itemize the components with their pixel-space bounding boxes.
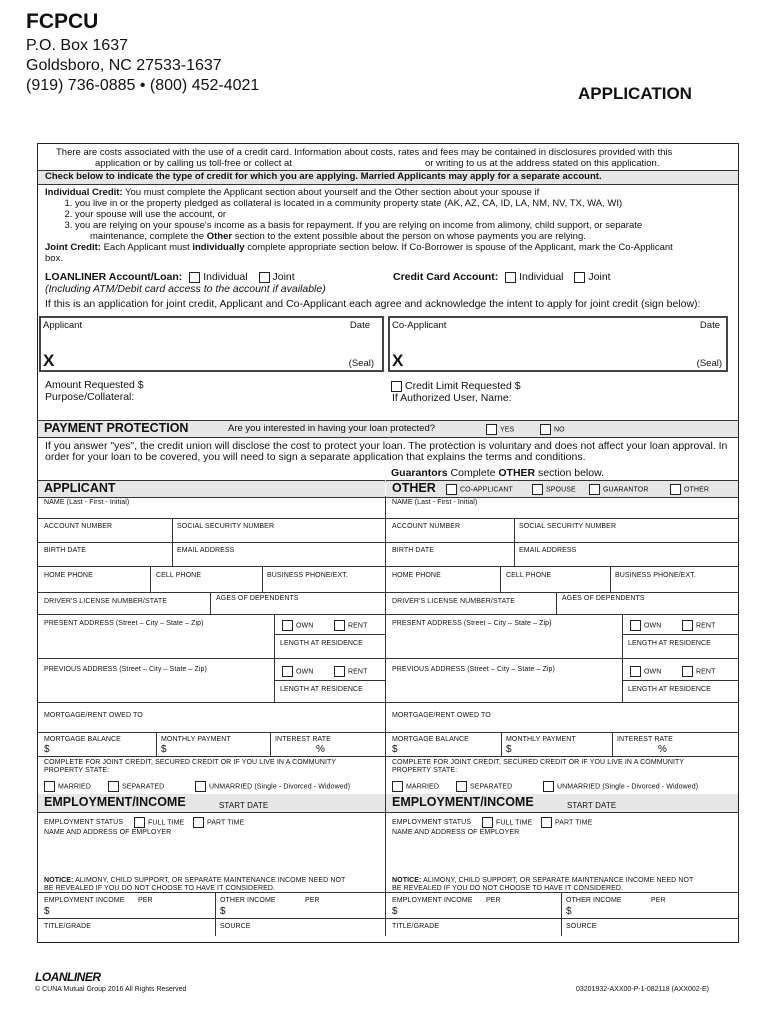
grid-line <box>38 732 385 733</box>
applicant-full-time-checkbox[interactable] <box>134 817 145 828</box>
other-email-label: EMAIL ADDRESS <box>519 547 577 554</box>
other-other-per-label: PER <box>651 897 666 904</box>
individual-credit-label: Individual Credit: <box>45 187 123 198</box>
other-full-time-checkbox[interactable] <box>482 817 493 828</box>
applicant-present-rent-checkbox[interactable] <box>334 620 345 631</box>
co-applicant-signature-label: Co-Applicant <box>392 320 447 331</box>
credit-limit-label: Credit Limit Requested $ <box>405 380 521 392</box>
applicant-monthly-payment-label: MONTHLY PAYMENT <box>161 736 231 743</box>
co-applicant-seal: (Seal) <box>696 358 722 369</box>
protection-text-1: If you answer "yes", the credit union will disclose the cost to protect your loan. The protection is voluntary and does not affect your loan approval. In <box>45 440 728 452</box>
applicant-email-field[interactable] <box>172 554 385 566</box>
protection-text-2: order for your loan to be covered, you will need to sign a separate application that explains the terms and conditions. <box>45 451 586 463</box>
loanliner-label: LOANLINER Account/Loan: <box>45 271 183 283</box>
other-start-date-label: START DATE <box>567 801 617 810</box>
applicant-cell-phone-label: CELL PHONE <box>156 572 202 579</box>
other-present-rent-checkbox[interactable] <box>682 620 693 631</box>
credit-card-joint-checkbox[interactable] <box>574 272 585 283</box>
applicant-unmarried-label: UNMARRIED (Single - Divorced - Widowed) <box>209 783 351 791</box>
applicant-business-phone-label: BUSINESS PHONE/EXT. <box>267 572 348 579</box>
other-rate-percent: % <box>658 744 667 755</box>
other-section-title: OTHER <box>392 481 436 495</box>
other-fields <box>386 496 738 936</box>
other-cell-phone-label: CELL PHONE <box>506 572 552 579</box>
applicant-start-date-label: START DATE <box>219 801 269 810</box>
applicant-notice-text-1: ALIMONY, CHILD SUPPORT, OR SEPARATE MAINTENANCE INCOME NEED NOT <box>73 877 346 884</box>
other-separated-checkbox[interactable] <box>456 781 467 792</box>
other-title-grade-label: TITLE/GRADE <box>392 923 439 930</box>
other-mortgage-owed-field[interactable] <box>386 720 738 732</box>
other-cell-phone-field[interactable] <box>500 580 610 592</box>
applicant-name-label: NAME (Last - First - Initial) <box>44 499 130 506</box>
other-community-line-2: PROPERTY STATE: <box>392 767 458 774</box>
copyright: © CUNA Mutual Group 2016 All Rights Reserved <box>35 986 187 993</box>
other-business-phone-label: BUSINESS PHONE/EXT. <box>615 572 696 579</box>
applicant-payment-dollar: $ <box>161 744 167 755</box>
individual-credit-text: You must complete the Applicant section about yourself and the Other section about your spouse if <box>122 187 540 198</box>
grid-line <box>386 892 738 893</box>
other-dependents-label: AGES OF DEPENDENTS <box>562 595 645 602</box>
other-ssn-field[interactable] <box>514 530 738 542</box>
grid-line <box>38 518 385 519</box>
other-account-number-label: ACCOUNT NUMBER <box>392 523 461 530</box>
applicant-dependents-label: AGES OF DEPENDENTS <box>216 595 299 602</box>
other-present-address-label: PRESENT ADDRESS (Street – City – State – Zip) <box>392 620 552 627</box>
other-previous-rent-option[interactable] <box>682 666 715 677</box>
applicant-date-label: Date <box>349 320 370 331</box>
applicant-sign-mark: X <box>43 351 55 370</box>
list-cont-a: maintenance, complete the <box>90 231 207 242</box>
applicant-part-time-label: PART TIME <box>207 819 245 827</box>
joint-text-d: box. <box>45 253 63 264</box>
list-cont-b: Other <box>206 231 233 242</box>
guarantors-text: Complete <box>447 467 499 479</box>
grid-line <box>38 756 385 757</box>
co-applicant-sign-mark: X <box>392 351 404 370</box>
grid-line <box>386 566 738 567</box>
other-full-time-option[interactable] <box>482 817 532 828</box>
grid-line <box>38 614 385 615</box>
applicant-ssn-field[interactable] <box>172 530 385 542</box>
applicant-unmarried-option[interactable] <box>195 781 350 792</box>
applicant-previous-address-field[interactable] <box>38 674 274 702</box>
other-account-number-field[interactable] <box>386 530 514 542</box>
grid-line <box>270 732 271 756</box>
intro-line-2b: or writing to us at the address stated on this application. <box>425 158 660 169</box>
applicant-previous-address-label: PREVIOUS ADDRESS (Street – City – State – Zip) <box>44 666 207 673</box>
credit-card-row <box>393 271 611 283</box>
other-title-grade-field[interactable] <box>386 928 561 936</box>
other-community-line-1: COMPLETE FOR JOINT CREDIT, SECURED CREDIT OR IF YOU LIVE IN A COMMUNITY <box>392 759 685 766</box>
credit-card-label: Credit Card Account: <box>393 271 499 283</box>
intro-line-2a: application or by calling us toll-free or collect at <box>95 158 292 169</box>
applicant-previous-rent-label: RENT <box>348 668 368 676</box>
applicant-home-phone-field[interactable] <box>38 580 150 592</box>
other-employment-status-label: EMPLOYMENT STATUS <box>392 819 472 826</box>
applicant-separated-checkbox[interactable] <box>108 781 119 792</box>
other-employer-label: NAME AND ADDRESS OF EMPLOYER <box>392 829 520 836</box>
applicant-married-label: MARRIED <box>58 783 91 791</box>
applicant-present-length-label: LENGTH AT RESIDENCE <box>280 640 363 647</box>
grid-line <box>386 732 738 733</box>
applicant-interest-rate-label: INTEREST RATE <box>275 736 331 743</box>
list-cont-c: section to the extent possible about the person on whose payments you are relying. <box>232 231 586 242</box>
grid-line <box>386 918 738 919</box>
list-item: 2. your spouse will use the account, or <box>75 209 735 220</box>
payment-protection-question: Are you interested in having your loan protected? <box>228 423 436 434</box>
grid-line <box>386 542 738 543</box>
other-previous-own-option[interactable] <box>630 666 661 677</box>
applicant-income-dollar: $ <box>44 906 50 917</box>
co-applicant-signature-box[interactable] <box>388 316 728 372</box>
other-dependents-field[interactable] <box>556 604 738 614</box>
applicant-part-time-checkbox[interactable] <box>193 817 204 828</box>
applicant-present-own-option[interactable] <box>282 620 313 631</box>
other-previous-rent-checkbox[interactable] <box>682 666 693 677</box>
applicant-business-phone-field[interactable] <box>262 580 385 592</box>
city-line: Goldsboro, NC 27533-1637 <box>26 57 222 74</box>
applicant-other-per-label: PER <box>305 897 320 904</box>
applicant-present-rent-option[interactable] <box>334 620 367 631</box>
other-employment-income-label: EMPLOYMENT INCOME <box>392 897 473 904</box>
document-title: APPLICATION <box>578 84 692 103</box>
protection-no-checkbox[interactable] <box>540 424 551 435</box>
applicant-email-label: EMAIL ADDRESS <box>177 547 235 554</box>
grid-line <box>386 702 738 703</box>
other-ssn-label: SOCIAL SECURITY NUMBER <box>519 523 617 530</box>
protection-no-label: NO <box>554 426 565 434</box>
phone-line: (919) 736-0885 • (800) 452-4021 <box>26 77 260 94</box>
applicant-account-number-label: ACCOUNT NUMBER <box>44 523 113 530</box>
applicant-present-address-field[interactable] <box>38 628 274 658</box>
applicant-present-own-label: OWN <box>296 622 314 630</box>
applicant-birth-date-field[interactable] <box>38 554 172 566</box>
grid-line <box>38 702 385 703</box>
protection-yes-checkbox[interactable] <box>486 424 497 435</box>
other-married-label: MARRIED <box>406 783 439 791</box>
loanliner-joint-label: Joint <box>272 271 295 283</box>
other-mortgage-balance-label: MORTGAGE BALANCE <box>392 736 469 743</box>
grid-line <box>622 634 738 635</box>
protection-yes-label: YES <box>500 426 515 434</box>
credit-card-individual-label: Individual <box>519 271 564 283</box>
co-applicant-date-label: Date <box>699 320 720 331</box>
other-name-field[interactable] <box>386 506 738 518</box>
applicant-seal: (Seal) <box>348 358 374 369</box>
atm-note: (Including ATM/Debit card access to the account if available) <box>45 283 326 295</box>
other-notice-text-1: ALIMONY, CHILD SUPPORT, OR SEPARATE MAINTENANCE INCOME NEED NOT <box>421 877 694 884</box>
grid-line <box>38 658 385 659</box>
other-part-time-checkbox[interactable] <box>541 817 552 828</box>
joint-acknowledgement: If this is an application for joint credit, Applicant and Co-Applicant each agree and acknowledge the intent to apply for joint credit (sign below): <box>45 298 701 310</box>
other-notice-text-2: BE REVEALED IF YOU DO NOT CHOOSE TO HAVE IT CONSIDERED. <box>392 885 624 892</box>
applicant-license-label: DRIVER'S LICENSE NUMBER/STATE <box>44 598 167 605</box>
grid-line <box>561 892 562 936</box>
applicant-previous-own-option[interactable] <box>282 666 313 677</box>
grid-line <box>274 680 385 681</box>
applicant-notice-label: NOTICE: <box>44 877 74 884</box>
intro-line-1: There are costs associated with the use of a credit card. Information about costs, rates and fees may be contained in disclosures provided with this <box>56 147 673 158</box>
other-employment-title: EMPLOYMENT/INCOME <box>392 795 534 809</box>
applicant-fields <box>38 496 385 936</box>
grid-line <box>386 614 738 615</box>
applicant-birth-date-label: BIRTH DATE <box>44 547 86 554</box>
applicant-employment-title: EMPLOYMENT/INCOME <box>44 795 186 809</box>
grid-line <box>38 566 385 567</box>
applicant-previous-own-checkbox[interactable] <box>282 666 293 677</box>
loanliner-logo: LOANLINER <box>35 970 101 984</box>
applicant-employer-label: NAME AND ADDRESS OF EMPLOYER <box>44 829 172 836</box>
applicant-present-rent-label: RENT <box>348 622 368 630</box>
other-interest-rate-label: INTEREST RATE <box>617 736 673 743</box>
grid-line <box>156 732 157 756</box>
loanliner-row <box>45 271 295 283</box>
other-present-length-label: LENGTH AT RESIDENCE <box>628 640 711 647</box>
grid-line <box>38 542 385 543</box>
other-present-own-checkbox[interactable] <box>630 620 641 631</box>
grid-line <box>38 918 385 919</box>
grid-line <box>215 892 216 936</box>
other-birth-date-label: BIRTH DATE <box>392 547 434 554</box>
other-payment-dollar: $ <box>506 744 512 755</box>
applicant-separated-option[interactable] <box>108 781 164 792</box>
joint-text-a: Each Applicant must <box>100 242 193 253</box>
applicant-community-line-1: COMPLETE FOR JOINT CREDIT, SECURED CREDIT OR IF YOU LIVE IN A COMMUNITY <box>44 759 337 766</box>
amount-requested-label: Amount Requested $ <box>45 379 144 391</box>
applicant-employment-status-label: EMPLOYMENT STATUS <box>44 819 124 826</box>
joint-text-b: individually <box>192 242 245 253</box>
applicant-previous-own-label: OWN <box>296 668 314 676</box>
applicant-mortgage-balance-label: MORTGAGE BALANCE <box>44 736 121 743</box>
applicant-married-checkbox[interactable] <box>44 781 55 792</box>
other-monthly-payment-label: MONTHLY PAYMENT <box>506 736 576 743</box>
grid-line <box>386 658 738 659</box>
purpose-label: Purpose/Collateral: <box>45 391 135 403</box>
other-email-field[interactable] <box>514 554 738 566</box>
other-part-time-label: PART TIME <box>555 819 593 827</box>
other-other-income-dollar: $ <box>566 906 572 917</box>
check-banner <box>38 170 738 185</box>
other-separated-label: SEPARATED <box>470 783 513 791</box>
applicant-unmarried-checkbox[interactable] <box>195 781 206 792</box>
other-previous-own-label: OWN <box>644 668 662 676</box>
other-previous-own-checkbox[interactable] <box>630 666 641 677</box>
other-income-dollar: $ <box>392 906 398 917</box>
other-part-time-option[interactable] <box>541 817 592 828</box>
other-license-field[interactable] <box>386 604 556 614</box>
other-other-income-label: OTHER INCOME <box>566 897 622 904</box>
payment-protection-bar <box>38 420 738 438</box>
applicant-separated-label: SEPARATED <box>122 783 165 791</box>
applicant-balance-dollar: $ <box>44 744 50 755</box>
other-business-phone-field[interactable] <box>610 580 738 592</box>
other-co-applicant-label: CO-APPLICANT <box>460 486 513 494</box>
applicant-community-line-2: PROPERTY STATE: <box>44 767 110 774</box>
credit-card-joint-label: Joint <box>588 271 611 283</box>
other-home-phone-field[interactable] <box>386 580 500 592</box>
authorized-user-label: If Authorized User, Name: <box>392 392 512 404</box>
applicant-signature-label: Applicant <box>43 320 83 331</box>
grid-line <box>612 732 613 756</box>
grid-line <box>38 592 385 593</box>
other-employment-per-label: PER <box>486 897 501 904</box>
grid-line <box>386 592 738 593</box>
org-name: FCPCU <box>26 10 99 33</box>
applicant-rate-percent: % <box>316 744 325 755</box>
grid-line <box>38 892 385 893</box>
check-banner-text: Check below to indicate the type of credit for which you are applying. Married Applicants may apply for a separate account. <box>45 171 602 182</box>
other-previous-rent-label: RENT <box>696 668 716 676</box>
other-employer-field[interactable] <box>386 836 738 876</box>
applicant-employer-field[interactable] <box>38 836 385 876</box>
guarantors-other: OTHER <box>498 467 536 479</box>
grid-line <box>622 680 738 681</box>
loanliner-individual-checkbox[interactable] <box>189 272 200 283</box>
other-previous-length-label: LENGTH AT RESIDENCE <box>628 686 711 693</box>
other-present-address-field[interactable] <box>386 628 622 658</box>
other-mortgage-owed-label: MORTGAGE/RENT OWED TO <box>392 712 491 719</box>
other-other-label: OTHER <box>684 486 709 494</box>
other-unmarried-checkbox[interactable] <box>543 781 554 792</box>
list-item: 1. you live in or the property pledged as collateral is located in a community property state (AK, AZ, CA, ID, LA, NM, NV, TX, WA, WI) <box>75 198 735 209</box>
other-birth-date-field[interactable] <box>386 554 514 566</box>
loanliner-individual-label: Individual <box>203 271 248 283</box>
applicant-other-income-dollar: $ <box>220 906 226 917</box>
grid-line <box>622 614 623 658</box>
applicant-ssn-label: SOCIAL SECURITY NUMBER <box>177 523 275 530</box>
other-full-time-label: FULL TIME <box>496 819 533 827</box>
other-present-own-label: OWN <box>644 622 662 630</box>
applicant-signature-box[interactable] <box>39 316 384 372</box>
other-previous-address-field[interactable] <box>386 674 622 702</box>
grid-line <box>274 634 385 635</box>
other-separated-option[interactable] <box>456 781 512 792</box>
applicant-other-income-label: OTHER INCOME <box>220 897 276 904</box>
other-present-own-option[interactable] <box>630 620 661 631</box>
other-spouse-checkbox[interactable] <box>532 484 543 495</box>
applicant-dependents-field[interactable] <box>210 604 385 614</box>
applicant-married-option[interactable] <box>44 781 91 792</box>
applicant-present-address-label: PRESENT ADDRESS (Street – City – State – Zip) <box>44 620 204 627</box>
applicant-previous-rent-option[interactable] <box>334 666 367 677</box>
applicant-license-field[interactable] <box>38 604 210 614</box>
applicant-account-number-field[interactable] <box>38 530 172 542</box>
applicant-section-title: APPLICANT <box>44 481 116 495</box>
grid-line <box>386 518 738 519</box>
other-married-option[interactable] <box>392 781 439 792</box>
applicant-cell-phone-field[interactable] <box>150 580 262 592</box>
applicant-part-time-option[interactable] <box>193 817 244 828</box>
payment-protection-title: PAYMENT PROTECTION <box>44 421 189 435</box>
joint-text-c: complete appropriate section below. If Co-Borrower is spouse of the Applicant, mark the Co-Applicant <box>244 242 673 253</box>
individual-credit-block <box>45 187 735 264</box>
applicant-name-field[interactable] <box>38 506 385 518</box>
other-notice <box>392 877 693 884</box>
applicant-employment-income-label: EMPLOYMENT INCOME <box>44 897 125 904</box>
applicant-employment-per-label: PER <box>138 897 153 904</box>
credit-limit-checkbox[interactable] <box>391 381 402 392</box>
credit-card-individual-checkbox[interactable] <box>505 272 516 283</box>
joint-credit-label: Joint Credit: <box>45 242 101 253</box>
other-unmarried-label: UNMARRIED (Single - Divorced - Widowed) <box>557 783 699 791</box>
other-previous-address-label: PREVIOUS ADDRESS (Street – City – State – Zip) <box>392 666 555 673</box>
other-unmarried-option[interactable] <box>543 781 698 792</box>
other-co-applicant-checkbox[interactable] <box>446 484 457 495</box>
applicant-home-phone-label: HOME PHONE <box>44 572 93 579</box>
applicant-title-grade-label: TITLE/GRADE <box>44 923 91 930</box>
other-name-label: NAME (Last - First - Initial) <box>392 499 478 506</box>
other-married-checkbox[interactable] <box>392 781 403 792</box>
applicant-full-time-label: FULL TIME <box>148 819 185 827</box>
grid-line <box>274 614 275 658</box>
guarantors-tail: section below. <box>535 467 605 479</box>
applicant-full-time-option[interactable] <box>134 817 184 828</box>
applicant-title-grade-field[interactable] <box>38 928 215 936</box>
applicant-previous-rent-checkbox[interactable] <box>334 666 345 677</box>
applicant-notice <box>44 877 345 884</box>
guarantors-note <box>391 467 604 479</box>
form-code: 03201932-AXX00-P-1-082118 (AXX002-E) <box>576 986 709 993</box>
other-balance-dollar: $ <box>392 744 398 755</box>
other-source-label: SOURCE <box>566 923 597 930</box>
other-other-checkbox[interactable] <box>670 484 681 495</box>
grid-line <box>501 732 502 756</box>
applicant-previous-length-label: LENGTH AT RESIDENCE <box>280 686 363 693</box>
grid-line <box>386 756 738 757</box>
other-home-phone-label: HOME PHONE <box>392 572 441 579</box>
guarantors-label: Guarantors <box>391 467 448 479</box>
loanliner-joint-checkbox[interactable] <box>259 272 270 283</box>
other-guarantor-checkbox[interactable] <box>589 484 600 495</box>
other-present-rent-label: RENT <box>696 622 716 630</box>
other-spouse-label: SPOUSE <box>546 486 576 494</box>
other-guarantor-label: GUARANTOR <box>603 486 649 494</box>
po-box: P.O. Box 1637 <box>26 37 128 54</box>
applicant-mortgage-owed-field[interactable] <box>38 720 385 732</box>
applicant-mortgage-owed-label: MORTGAGE/RENT OWED TO <box>44 712 143 719</box>
other-license-label: DRIVER'S LICENSE NUMBER/STATE <box>392 598 515 605</box>
applicant-source-label: SOURCE <box>220 923 251 930</box>
applicant-notice-text-2: BE REVEALED IF YOU DO NOT CHOOSE TO HAVE IT CONSIDERED. <box>44 885 276 892</box>
other-present-rent-option[interactable] <box>682 620 715 631</box>
other-notice-label: NOTICE: <box>392 877 422 884</box>
applicant-present-own-checkbox[interactable] <box>282 620 293 631</box>
list-item: 3. you are relying on your spouse's income as a basis for repayment. If you are relying on income from alimony, child support, or separate <box>75 220 735 231</box>
